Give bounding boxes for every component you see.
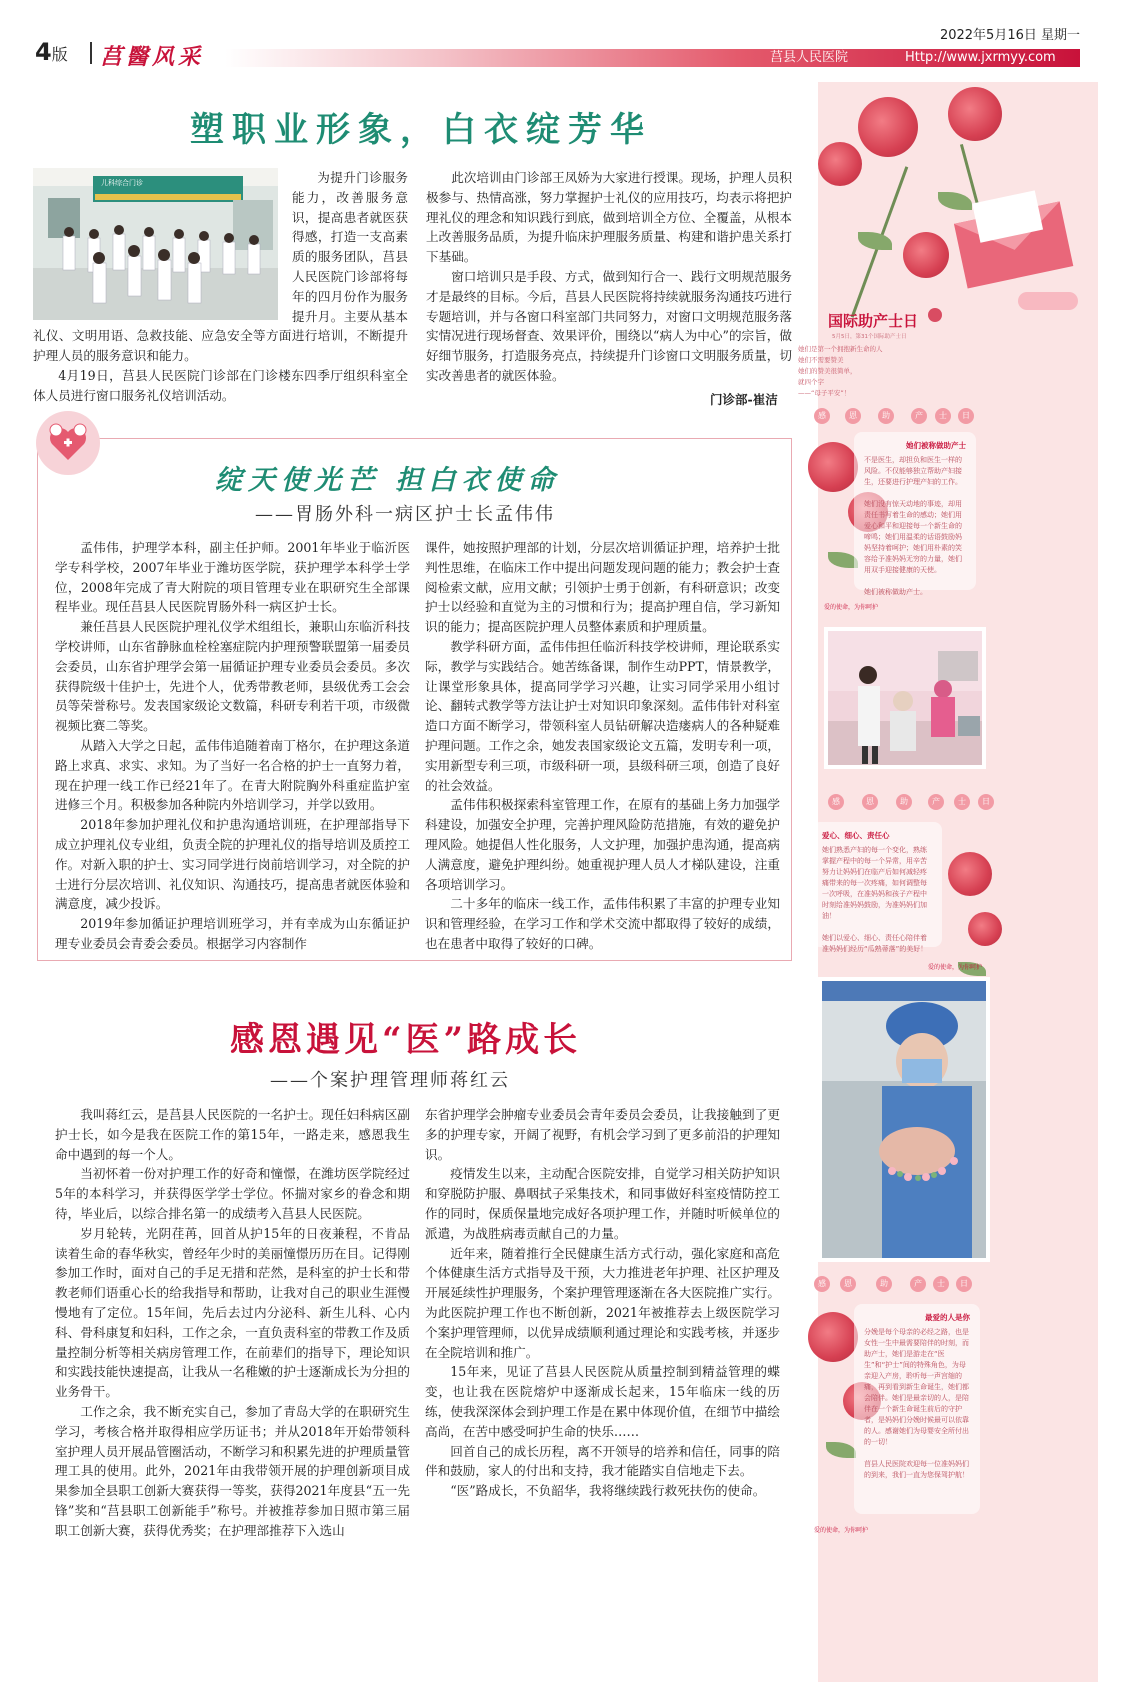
page-number-value: 4 (35, 38, 52, 66)
training-photo-illustration (33, 168, 278, 320)
envelope-graphic (953, 192, 1073, 282)
char-dot: 恩 (840, 1276, 856, 1292)
card1-footer: 爱的使命，为你呵护 (824, 604, 879, 611)
article3-para: 近年来，随着推行全民健康生活方式行动，强化家庭和高危个体健康生活方式指导及干预，大力推进老年护理、社区护理及开展延续性护理服务，个案护理管理逐渐在各大医院推广实行。为此医院护理工作也不断创新，2021年被推荐去上级医院学习个案护理管理师，以优异成绩顺利通过理论和实践考核，并逐步在全院培训和推广。 (425, 1245, 780, 1360)
article1-author: 门诊部-崔洁 (710, 392, 778, 407)
article1-right-column (426, 168, 792, 386)
sidebar-card-3 (854, 1304, 980, 1514)
midwife-photo-2 (818, 977, 990, 1262)
char-dot: 助 (896, 794, 912, 810)
article2-para: 课件，她按照护理部的计划，分层次培训循证护理，培养护士批判性思维，在临床工作中提出问题发现问题的能力；教会护士查阅检索文献，应用文献；引领护士勇于创新，有科研意识；改变护士以经验和直觉为主的习惯和行为；提高护理自信，学习新知识的能力；提高医院护理人员整体素质和护理质量。 (425, 540, 780, 635)
midwife-photo-1 (824, 627, 986, 769)
hospital-name: 莒县人民医院 (770, 50, 849, 65)
card2-footer: 爱的使命，为你呵护 (928, 964, 983, 971)
rose-flower (948, 87, 1002, 141)
article1-para: 为提升门诊服务能力，改善服务意识，提高患者就医获得感，打造一支高素质的服务团队，莒县人民医院门诊部将每年的四月份作为服务提升月。主要从基本礼仪、文明用语、急救技能、应急安全等方面进行培训，不断提升护理人员的服务意识和能力。 (33, 170, 408, 364)
article3-para: 回首自己的成长历程，离不开领导的培养和信任，同事的陪伴和鼓励，家人的付出和支持，我才能踏实自信地走下去。 (425, 1443, 780, 1479)
header-divider (90, 42, 92, 64)
midwife-day-panel (798, 82, 1098, 1682)
card1-text: 不是医生，却担负和医生一样的风险。不仅能够独立帮助产妇接生，还要进行护理产妇的工作。 她们没有惊天动地的事迹，却用责任书写着生命的感动；她们用爱心和平和迎接每一个新生命的啼鸣；她们用温柔的话语鼓励妈妈坚持着呵护；她们用朴素的笑容给予准妈妈无穷的力量，她们用双手迎接健康的天使。 她们被称做助产士。 (864, 456, 962, 596)
sidebar-card-2 (812, 822, 942, 953)
article3-para: 当初怀着一份对护理工作的好奇和憧憬，在潍坊医学院经过5年的本科学习，并获得医学学士学位。怀揣对家乡的眷念和期待，毕业后，以综合排名第一的成绩考入莒县人民医院。 (55, 1166, 410, 1221)
sidebar-poem: 她们是第一个拥抱新生命的人 她们不需要赞美 她们的赞美很简单， 就四个字 ——“母子平安”！ (798, 345, 883, 397)
char-dot: 助 (876, 1276, 892, 1292)
char-dot: 恩 (862, 794, 878, 810)
char-dot: 产 (911, 408, 927, 424)
card3-text: 分娩是每个母亲的必经之路，也是女性一生中最需要陪伴的时刻，而助产士，她们是游走在“医生”和“护士”间的特殊角色，为母亲迎入产房，聆听每一声宫缩的痛，再到看到新生命诞生，她们都会陪伴。她们是最亲切的人，是陪伴在一个新生命诞生前后的守护者，是妈妈们分娩时候最可以依靠的人。感谢她们为母婴安全所付出的一切！ 莒县人民医院欢迎每一位准妈妈们的到来，我们一直为您保驾护航！ (864, 1328, 969, 1479)
page-number (35, 38, 68, 66)
card2-title: 爱心、细心、责任心 (822, 831, 890, 840)
rose-flower (818, 142, 862, 186)
char-dot: 感 (814, 1276, 830, 1292)
article2-title: 绽天使光芒 担白衣使命 (215, 465, 561, 496)
char-dot: 士 (954, 794, 970, 810)
article2-para: 教学科研方面，孟伟伟担任临沂科技学校讲师，理论联系实际，教学与实践结合。她苦练备课，制作生动PPT，情景教学，让课堂形象具体，提高同学学习兴趣，让实习同学采用小组讨论、翻转式教学等方法让护士对知识印象深刻。孟伟伟针对科室造口方面不断学习，带领科室人员钻研解决造瘘病人的各种疑难护理问题。工作之余，她发表国家级论文五篇，发明专利一项，实用新型专利三项，市级科研一项，县级科研三项，创造了良好的社会效益。 (425, 638, 780, 793)
article3-title: 感恩遇见“医”路成长 (230, 1020, 582, 1060)
char-row (818, 408, 1098, 426)
sidebar-subtitle: 5月5日，第31个国际助产士日 (832, 334, 907, 340)
article3-para: 15年来，见证了莒县人民医院从质量控制到精益管理的蝶变，也让我在医院熔炉中逐渐成长起来，15年临床一线的历练，使我深深体会到护理工作是在累中体现价值，在细节中描绘高尚，在苦中感受呵护生命的快乐…… (425, 1364, 780, 1439)
article3-para: 工作之余，我不断充实自己，参加了青岛大学的在职研究生学习，考核合格并取得相应学历证书；并从2018年开始带领科室护理人员开展品管圈活动，不断学习和积累先进的护理质量管理工具的使用。此外，2021年由我带领开展的护理创新项目成果参加全县职工创新大赛获得一等奖，获得2021年度县“五一先锋”奖和“莒县职工创新能手”称号。并被推荐参加日照市第三届职工创新大赛，获得优秀奖；在护理部推荐下入选山 (55, 1403, 410, 1538)
char-dot: 日 (978, 794, 994, 810)
char-dot: 产 (928, 794, 944, 810)
article3-subtitle: ——个案护理管理师蒋红云 (270, 1070, 510, 1091)
card3-footer: 爱的使命，为你呵护 (814, 1527, 869, 1534)
article2-right-column (425, 538, 780, 954)
card3-title: 最爱的人是你 (925, 1313, 970, 1322)
article2-para: 2019年参加循证护理培训班学习，并有幸成为山东循证护理专业委员会青委会委员。根据学习内容制作 (55, 916, 410, 951)
article1-para: 此次培训由门诊部王凤娇为大家进行授课。现场，护理人员积极参与、热情高涨，努力掌握护士礼仪的应用技巧，均表示将把护理礼仪的理念和知识践行到底，做到培训全方位、全覆盖，从根本上改善服务品质，为提升临床护理服务质量、构建和谐护患关系打下基础。 (426, 170, 792, 265)
issue-date: 2022年5月16日 星期一 (939, 28, 1080, 43)
char-dot: 日 (956, 1276, 972, 1292)
label-ribbon (1018, 292, 1078, 310)
delivery-room-illustration (828, 631, 982, 765)
article1-photo (33, 168, 278, 320)
sidebar-card-1 (854, 432, 976, 596)
envelope-icon (953, 192, 1073, 282)
article2-para: 从踏入大学之日起，孟伟伟追随着南丁格尔，在护理这条道路上求真、求实、求知。为了当好一名合格的护士一直努力着，现在护理一线工作已经21年了。在青大附院胸外科重症监护室进修三个月。积极参加各种院内外培训学习，并学以致用。 (55, 737, 410, 813)
char-dot: 感 (814, 408, 830, 424)
article2-para: 兼任莒县人民医院护理礼仪学术组组长，兼职山东临沂科技学校讲师，山东省静脉血栓栓塞症院内护理预警联盟第一届委员会委员，山东省护理学会第一届循证护理专业委员会委员。多次获得院级十佳护士，先进个人，优秀带教老师，县级优秀工会会员等荣誉称号。发表国家级论文数篇，科研专利若干项，市级微视频比赛二等奖。 (55, 619, 410, 734)
badge-dot (928, 308, 942, 322)
article3-para: “医”路成长，不负韶华，我将继续践行救死扶伤的使命。 (450, 1483, 766, 1499)
sidebar-title: 国际助产士日 (828, 312, 919, 330)
article3-left-column (55, 1105, 410, 1541)
char-dot: 恩 (845, 408, 861, 424)
char-dot: 产 (910, 1276, 926, 1292)
char-row (818, 794, 1098, 812)
nurse-heart-icon (28, 408, 108, 478)
article2-left-column (55, 538, 410, 954)
article2-para: 二十多年的临床一线工作，孟伟伟积累了丰富的护理专业知识和管理经验，在学习工作和学术交流中都取得了较好的成绩，也在患者中取得了较好的口碑。 (425, 896, 780, 951)
article3-right-column (425, 1105, 780, 1501)
rose-flower (858, 97, 918, 157)
char-dot: 助 (878, 408, 894, 424)
card2-text: 她们熟悉产妇的每一个变化，熟练掌握产程中的每一个异常，用辛苦努力让妈妈们在临产后如何减轻疼痛带来的每一次疼痛，如何调整每一次呼吸，在准妈妈和孩子产程中时刻给准妈妈鼓励，为准妈妈们加油！ 她们以爱心、细心、责任心陪伴着准妈妈们经历“瓜熟蒂落”的美好！ (822, 846, 928, 953)
rose-flower (808, 1312, 858, 1362)
rose-flower (903, 232, 949, 278)
article3-para: 岁月轮转，光阴荏苒，回首从护15年的日夜兼程，不肯品读着生命的春华秋实，曾经年少时的美丽憧憬历历在目。记得刚参加工作时，面对自己的手足无措和茫然，是科室的护士长和带教老师们语重心长的给我指导和帮助，让我对自己的职业生涯慢慢地有了定位。15年间，先后去过内分泌科、新生儿科、心内科、骨科康复和妇科，工作之余，一直负责科室的带教工作及质量控制分析等相关病房管理工作，在前辈们的指导下，理论知识和实践技能快速提高，让我从一名稚嫩的护士逐渐成长为分担的业务骨干。 (55, 1225, 410, 1400)
rose-flower (808, 442, 858, 492)
article1-title: 塑职业形象，白衣绽芳华 (190, 110, 652, 150)
char-dot: 感 (828, 794, 844, 810)
leaf (826, 1442, 856, 1458)
rose-flower (948, 852, 992, 896)
website-url[interactable]: Http://www.jxrmyy.com (905, 50, 1056, 65)
leaf (858, 232, 892, 250)
char-row (818, 1276, 1098, 1294)
article2-para: 孟伟伟，护理学本科，副主任护师。2001年毕业于临沂医学专科学校，2007年毕业于潍坊医学院，获护理学本科学士学位，2008年完成了青大附院的项目管理专业在职研究生全部课程毕业。现任莒县人民医院胃肠外科一病区护士长。 (55, 540, 410, 615)
midwife-with-newborn-illustration (822, 981, 986, 1258)
char-dot: 士 (935, 408, 951, 424)
section-name: 莒醫风采 (100, 44, 205, 70)
article3-para: 我叫蒋红云，是莒县人民医院的一名护士。现任妇科病区副护士长，如今是我在医院工作的第15年，一路走来，感恩我生命中遇到的每一个人。 (55, 1107, 410, 1162)
photo-sign-text: 儿科综合门诊 (101, 179, 143, 187)
article3-para: 东省护理学会肿瘤专业委员会青年委员会委员，让我接触到了更多的护理专家，开阔了视野，有机会学习到了更多前沿的护理知识。 (425, 1107, 780, 1162)
article2-para: 2018年参加护理礼仪和护患沟通培训班，在护理部指导下成立护理礼仪专业组，负责全院的护理礼仪的指导培训及质控工作。对新入职的护士、实习同学进行岗前培训学习，对全院的护士进行分层次培训、礼仪知识、沟通技巧，提高患者就医体验和满意度，减少投诉。 (55, 817, 410, 912)
article1-para: 4月19日，莒县人民医院门诊部在门诊楼东四季厅组织科室全体人员进行窗口服务礼仪培训活动。 (33, 367, 408, 403)
nurse-decoration (28, 408, 108, 478)
char-dot: 士 (933, 1276, 949, 1292)
article1-para: 窗口培训只是手段、方式，做到知行合一、践行文明规范服务才是最终的目标。今后，莒县人民医院将持续就服务沟通技巧进行专题培训，并与各窗口科室部门共同努力，对窗口文明规范服务落实情况进行现场督查、效果评价，围绕以“病人为中心”的宗旨，做好细节服务，打造服务亮点，持续提升门诊窗口文明服务质量，切实改善患者的就医体验。 (426, 268, 792, 383)
article2-para: 孟伟伟积极探索科室管理工作，在原有的基础上务力加强学科建设，加强安全护理，完善护理风险防范措施，有效的避免护理风险。她提倡人性化服务，人文护理，加强护患沟通，提高病人满意度，避免护理纠纷。她重视护理人员人才梯队建设，注重各项培训学习。 (425, 797, 780, 892)
page-unit: 版 (51, 45, 68, 64)
char-dot: 日 (958, 408, 974, 424)
card1-title: 她们被称做助产士 (906, 441, 966, 450)
article3-para: 疫情发生以来，主动配合医院安排，自觉学习相关防护知识和穿脱防护服、鼻咽拭子采集技术，和同事做好科室疫情防控工作的同时，保质保量地完成好各项护理工作，并随时听候单位的派遣，为战胜病毒贡献自己的力量。 (425, 1166, 780, 1241)
article2-subtitle: ——胃肠外科一病区护士长孟伟伟 (255, 504, 555, 525)
rose-flower (968, 912, 1002, 946)
